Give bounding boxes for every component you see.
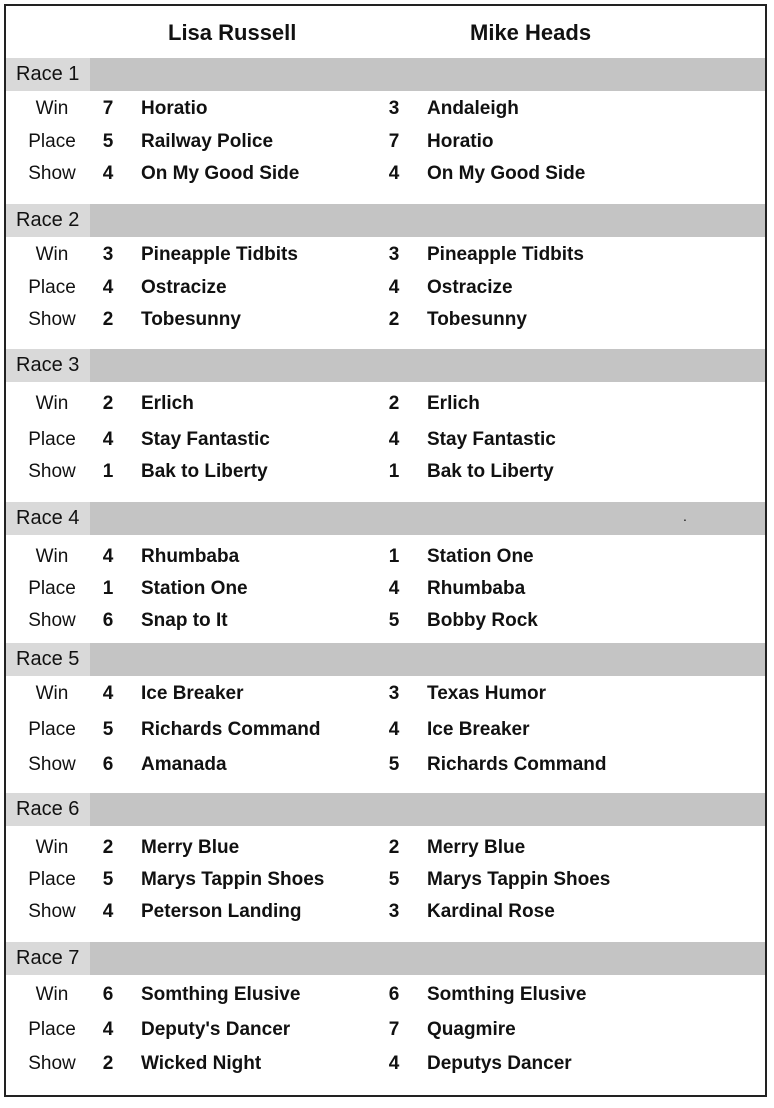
lisa-horse-name: Stay Fantastic bbox=[141, 429, 270, 450]
mike-horse-name: On My Good Side bbox=[427, 163, 586, 184]
lisa-horse-number: 1 bbox=[102, 461, 114, 482]
race-header-band bbox=[6, 502, 765, 535]
mike-horse-number: 4 bbox=[388, 429, 400, 450]
mike-horse-number: 3 bbox=[388, 901, 400, 922]
lisa-horse-name: Peterson Landing bbox=[141, 901, 302, 922]
mike-horse-name: Horatio bbox=[427, 131, 494, 152]
pick-row bbox=[6, 680, 765, 708]
lisa-horse-name: Horatio bbox=[141, 98, 208, 119]
finish-position: Show bbox=[28, 309, 76, 330]
mike-horse-number: 2 bbox=[388, 309, 400, 330]
lisa-horse-name: Bak to Liberty bbox=[141, 461, 268, 482]
finish-position: Show bbox=[28, 163, 76, 184]
pick-row bbox=[6, 274, 765, 302]
pick-row bbox=[6, 607, 765, 635]
player-name-lisa: Lisa Russell bbox=[168, 20, 297, 45]
mike-horse-number: 3 bbox=[388, 98, 400, 119]
pick-row bbox=[6, 241, 765, 269]
lisa-horse-number: 4 bbox=[102, 429, 114, 450]
lisa-horse-number: 6 bbox=[102, 610, 114, 631]
lisa-horse-name: Ostracize bbox=[141, 277, 227, 298]
lisa-horse-name: Rhumbaba bbox=[141, 546, 240, 567]
mike-horse-name: Texas Humor bbox=[427, 683, 546, 704]
lisa-horse-number: 4 bbox=[102, 901, 114, 922]
pick-row bbox=[6, 834, 765, 862]
pick-row bbox=[6, 128, 765, 156]
finish-position: Show bbox=[28, 754, 76, 775]
finish-position: Win bbox=[35, 984, 69, 1005]
lisa-horse-number: 2 bbox=[102, 309, 114, 330]
mike-horse-name: Richards Command bbox=[427, 754, 607, 775]
mike-horse-name: Andaleigh bbox=[427, 98, 519, 119]
race-label: Race 2 bbox=[6, 204, 90, 237]
lisa-horse-name: Deputy's Dancer bbox=[141, 1019, 291, 1040]
lisa-horse-name: Railway Police bbox=[141, 131, 274, 152]
mike-horse-name: Quagmire bbox=[427, 1019, 516, 1040]
pick-row bbox=[6, 981, 765, 1009]
mike-horse-name: Bobby Rock bbox=[427, 610, 538, 631]
lisa-horse-number: 4 bbox=[102, 163, 114, 184]
mike-horse-name: Ice Breaker bbox=[427, 719, 530, 740]
pick-row bbox=[6, 866, 765, 894]
race-label: Race 6 bbox=[6, 793, 90, 826]
lisa-horse-name: Erlich bbox=[141, 393, 194, 414]
lisa-horse-name: Snap to It bbox=[141, 610, 228, 631]
race-label: Race 3 bbox=[6, 349, 90, 382]
mike-horse-name: Somthing Elusive bbox=[427, 984, 587, 1005]
mike-horse-name: Bak to Liberty bbox=[427, 461, 554, 482]
mike-horse-number: 1 bbox=[388, 546, 400, 567]
lisa-horse-number: 6 bbox=[102, 754, 114, 775]
finish-position: Place bbox=[28, 277, 76, 298]
mike-horse-number: 1 bbox=[388, 461, 400, 482]
mike-horse-number: 5 bbox=[388, 754, 400, 775]
mike-horse-number: 2 bbox=[388, 393, 400, 414]
pick-row bbox=[6, 716, 765, 744]
race-header-band bbox=[6, 643, 765, 676]
lisa-horse-number: 1 bbox=[102, 578, 114, 599]
mike-horse-name: Deputys Dancer bbox=[427, 1053, 572, 1074]
mike-horse-name: Rhumbaba bbox=[427, 578, 526, 599]
pick-row bbox=[6, 898, 765, 926]
lisa-horse-number: 4 bbox=[102, 683, 114, 704]
lisa-horse-name: Marys Tappin Shoes bbox=[141, 869, 325, 890]
finish-position: Win bbox=[35, 244, 69, 265]
mike-horse-number: 7 bbox=[388, 131, 400, 152]
finish-position: Show bbox=[28, 610, 76, 631]
mike-horse-number: 4 bbox=[388, 163, 400, 184]
player-name-mike: Mike Heads bbox=[470, 20, 592, 45]
mike-horse-number: 4 bbox=[388, 578, 400, 599]
race-label: Race 5 bbox=[6, 643, 90, 676]
finish-position: Show bbox=[28, 1053, 76, 1074]
pick-row bbox=[6, 1016, 765, 1044]
lisa-horse-name: On My Good Side bbox=[141, 163, 300, 184]
pick-row bbox=[6, 426, 765, 454]
finish-position: Place bbox=[28, 131, 76, 152]
pick-row bbox=[6, 95, 765, 123]
lisa-horse-name: Somthing Elusive bbox=[141, 984, 301, 1005]
race-label: Race 1 bbox=[6, 58, 90, 91]
lisa-horse-number: 6 bbox=[102, 984, 114, 1005]
mike-horse-number: 4 bbox=[388, 277, 400, 298]
lisa-horse-number: 5 bbox=[102, 719, 114, 740]
lisa-horse-number: 3 bbox=[102, 244, 114, 265]
lisa-horse-name: Amanada bbox=[141, 754, 227, 775]
finish-position: Win bbox=[35, 98, 69, 119]
lisa-horse-name: Merry Blue bbox=[141, 837, 240, 858]
race-header-band bbox=[6, 942, 765, 975]
pick-row bbox=[6, 1050, 765, 1078]
lisa-horse-number: 5 bbox=[102, 131, 114, 152]
mike-horse-number: 6 bbox=[388, 984, 400, 1005]
finish-position: Win bbox=[35, 546, 69, 567]
lisa-horse-name: Station One bbox=[141, 578, 248, 599]
finish-position: Place bbox=[28, 719, 76, 740]
finish-position: Show bbox=[28, 461, 76, 482]
pick-row bbox=[6, 543, 765, 571]
pick-row bbox=[6, 160, 765, 188]
pick-row bbox=[6, 575, 765, 603]
finish-position: Win bbox=[35, 837, 69, 858]
mike-horse-number: 5 bbox=[388, 610, 400, 631]
race-mark: . bbox=[683, 508, 687, 524]
mike-horse-name: Merry Blue bbox=[427, 837, 526, 858]
lisa-horse-name: Tobesunny bbox=[141, 309, 241, 330]
mike-horse-name: Ostracize bbox=[427, 277, 513, 298]
lisa-horse-number: 4 bbox=[102, 1019, 114, 1040]
mike-horse-name: Station One bbox=[427, 546, 534, 567]
race-label: Race 7 bbox=[6, 942, 90, 975]
lisa-horse-name: Richards Command bbox=[141, 719, 321, 740]
lisa-horse-name: Ice Breaker bbox=[141, 683, 244, 704]
header-row bbox=[6, 6, 765, 58]
mike-horse-name: Stay Fantastic bbox=[427, 429, 556, 450]
mike-horse-number: 4 bbox=[388, 1053, 400, 1074]
mike-horse-number: 5 bbox=[388, 869, 400, 890]
pick-row bbox=[6, 306, 765, 334]
race-header-band bbox=[6, 204, 765, 237]
lisa-horse-name: Wicked Night bbox=[141, 1053, 262, 1074]
finish-position: Win bbox=[35, 393, 69, 414]
finish-position: Place bbox=[28, 869, 76, 890]
mike-horse-name: Pineapple Tidbits bbox=[427, 244, 584, 265]
mike-horse-name: Kardinal Rose bbox=[427, 901, 555, 922]
mike-horse-number: 4 bbox=[388, 719, 400, 740]
mike-horse-name: Erlich bbox=[427, 393, 480, 414]
mike-horse-number: 2 bbox=[388, 837, 400, 858]
lisa-horse-number: 4 bbox=[102, 546, 114, 567]
race-header-band bbox=[6, 793, 765, 826]
pick-row bbox=[6, 458, 765, 486]
finish-position: Place bbox=[28, 1019, 76, 1040]
picks-sheet bbox=[4, 4, 767, 1097]
mike-horse-name: Tobesunny bbox=[427, 309, 527, 330]
mike-horse-name: Marys Tappin Shoes bbox=[427, 869, 611, 890]
lisa-horse-number: 4 bbox=[102, 277, 114, 298]
lisa-horse-number: 2 bbox=[102, 837, 114, 858]
lisa-horse-number: 5 bbox=[102, 869, 114, 890]
lisa-horse-number: 2 bbox=[102, 1053, 114, 1074]
race-header-band bbox=[6, 58, 765, 91]
mike-horse-number: 3 bbox=[388, 683, 400, 704]
lisa-horse-name: Pineapple Tidbits bbox=[141, 244, 298, 265]
mike-horse-number: 7 bbox=[388, 1019, 400, 1040]
race-label: Race 4 bbox=[6, 502, 90, 535]
pick-row bbox=[6, 751, 765, 779]
race-header-band bbox=[6, 349, 765, 382]
finish-position: Place bbox=[28, 578, 76, 599]
finish-position: Win bbox=[35, 683, 69, 704]
lisa-horse-number: 7 bbox=[102, 98, 114, 119]
mike-horse-number: 3 bbox=[388, 244, 400, 265]
finish-position: Place bbox=[28, 429, 76, 450]
pick-row bbox=[6, 390, 765, 418]
finish-position: Show bbox=[28, 901, 76, 922]
lisa-horse-number: 2 bbox=[102, 393, 114, 414]
